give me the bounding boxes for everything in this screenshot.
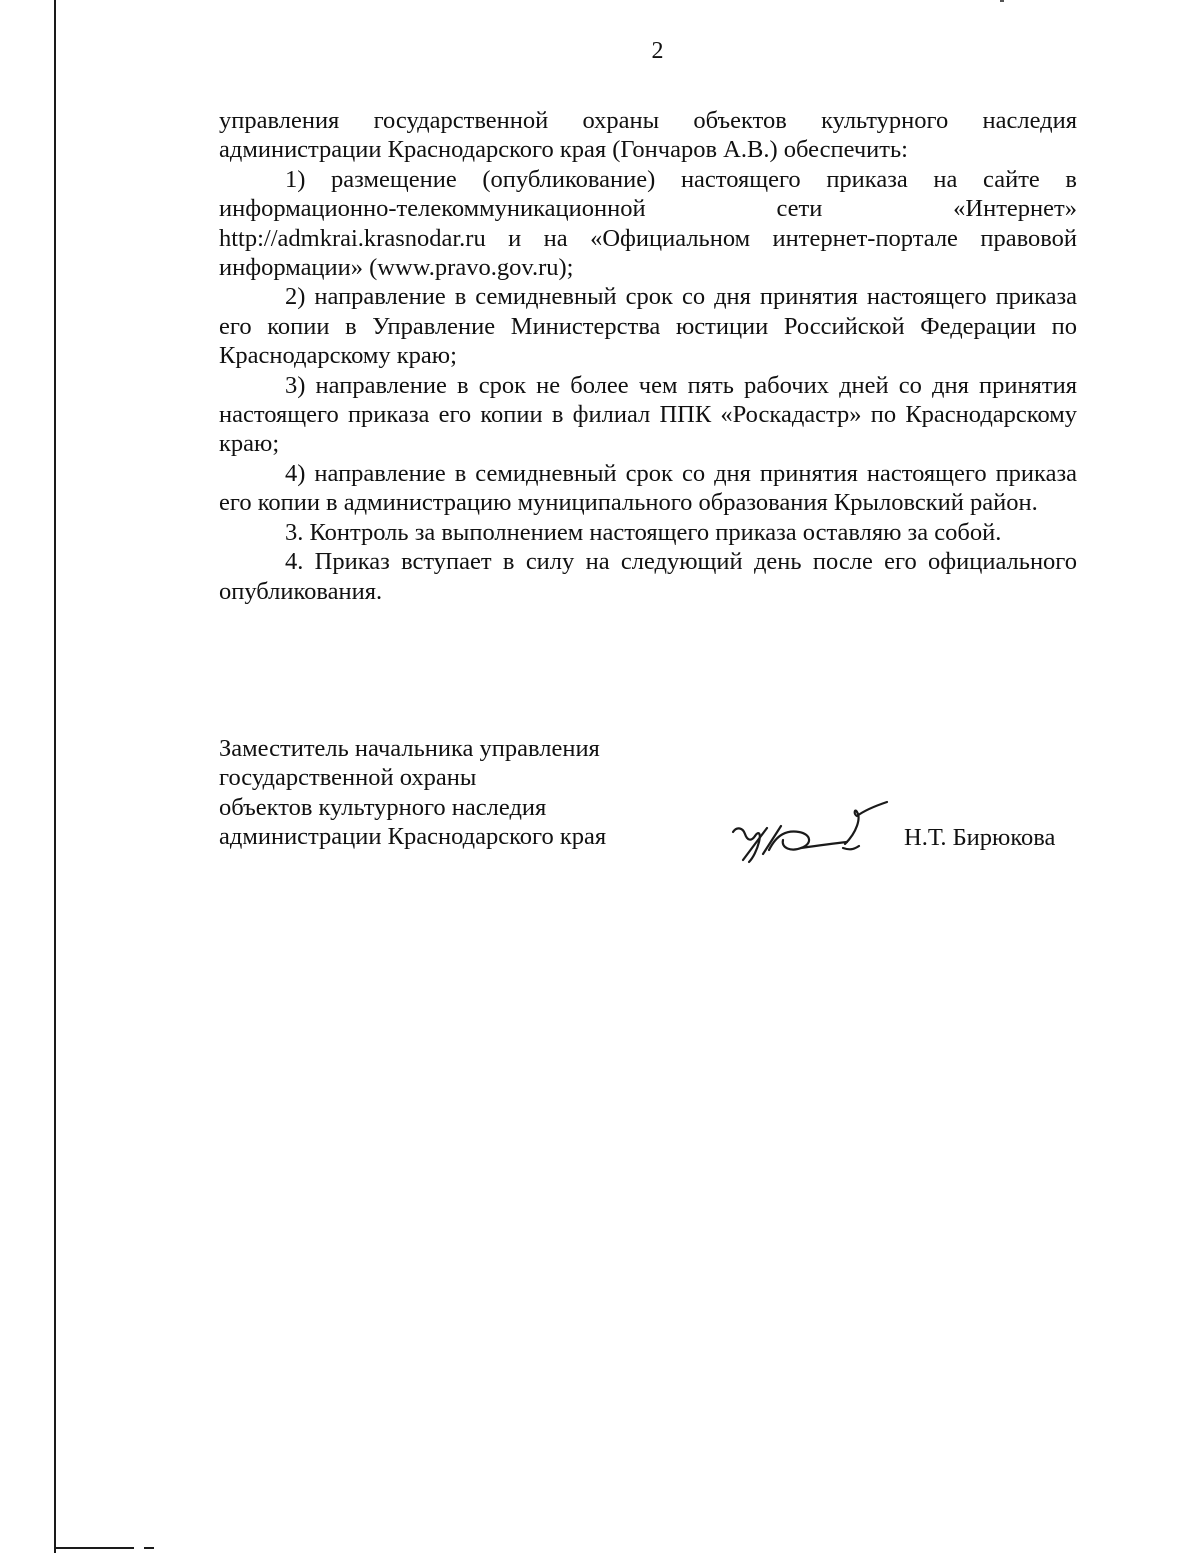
- page-number: 2: [651, 38, 664, 64]
- paragraph-clause-4: 4. Приказ вступает в силу на следующий день после его официального опубликования.: [219, 548, 1077, 605]
- scan-bottom-mark-small: [144, 1547, 154, 1549]
- signer-position-line: Заместитель начальника управления: [219, 735, 600, 762]
- paragraph-item-4: 4) направление в семидневный срок со дня принятия настоящего приказа его копии в администрацию муниципального образования Крыловский район.: [219, 459, 1077, 517]
- scan-top-mark: [1000, 0, 1004, 2]
- scan-left-edge: [54, 0, 56, 1553]
- paragraph-item-3: 3) направление в срок не более чем пять рабочих дней со дня принятия настоящего приказа его копии в филиал ППК «Роскадастр» по Краснодарскому краю;: [219, 371, 1077, 458]
- signer-position-line: государственной охраны: [219, 764, 477, 792]
- scan-bottom-mark: [56, 1547, 134, 1549]
- handwritten-signature-icon: [725, 792, 895, 867]
- paragraph-clause-3: 3. Контроль за выполнением настоящего приказа оставляю за собой.: [285, 518, 1002, 546]
- document-body: [219, 106, 1077, 606]
- paragraph-item-1: 1) размещение (опубликование) настоящего приказа на сайте в информационно-телекоммуникационной сети «Интернет» http://admkrai.krasnodar.ru и на «Официальном интернет-портале правовой информации» (www.pravo.gov.ru);: [219, 165, 1077, 282]
- signer-position-line: объектов культурного наследия: [219, 793, 547, 821]
- signer-position: [219, 734, 679, 852]
- signer-position-line: администрации Краснодарского края: [219, 823, 607, 851]
- paragraph-item-2: 2) направление в семидневный срок со дня принятия настоящего приказа его копии в Управление Министерства юстиции Российской Федерации по Краснодарскому краю;: [219, 283, 1077, 370]
- signer-name: Н.Т. Бирюкова: [904, 824, 1056, 851]
- paragraph-continuation: управления государственной охраны объектов культурного наследия администрации Краснодарского края (Гончаров А.В.) обеспечить:: [219, 107, 1077, 164]
